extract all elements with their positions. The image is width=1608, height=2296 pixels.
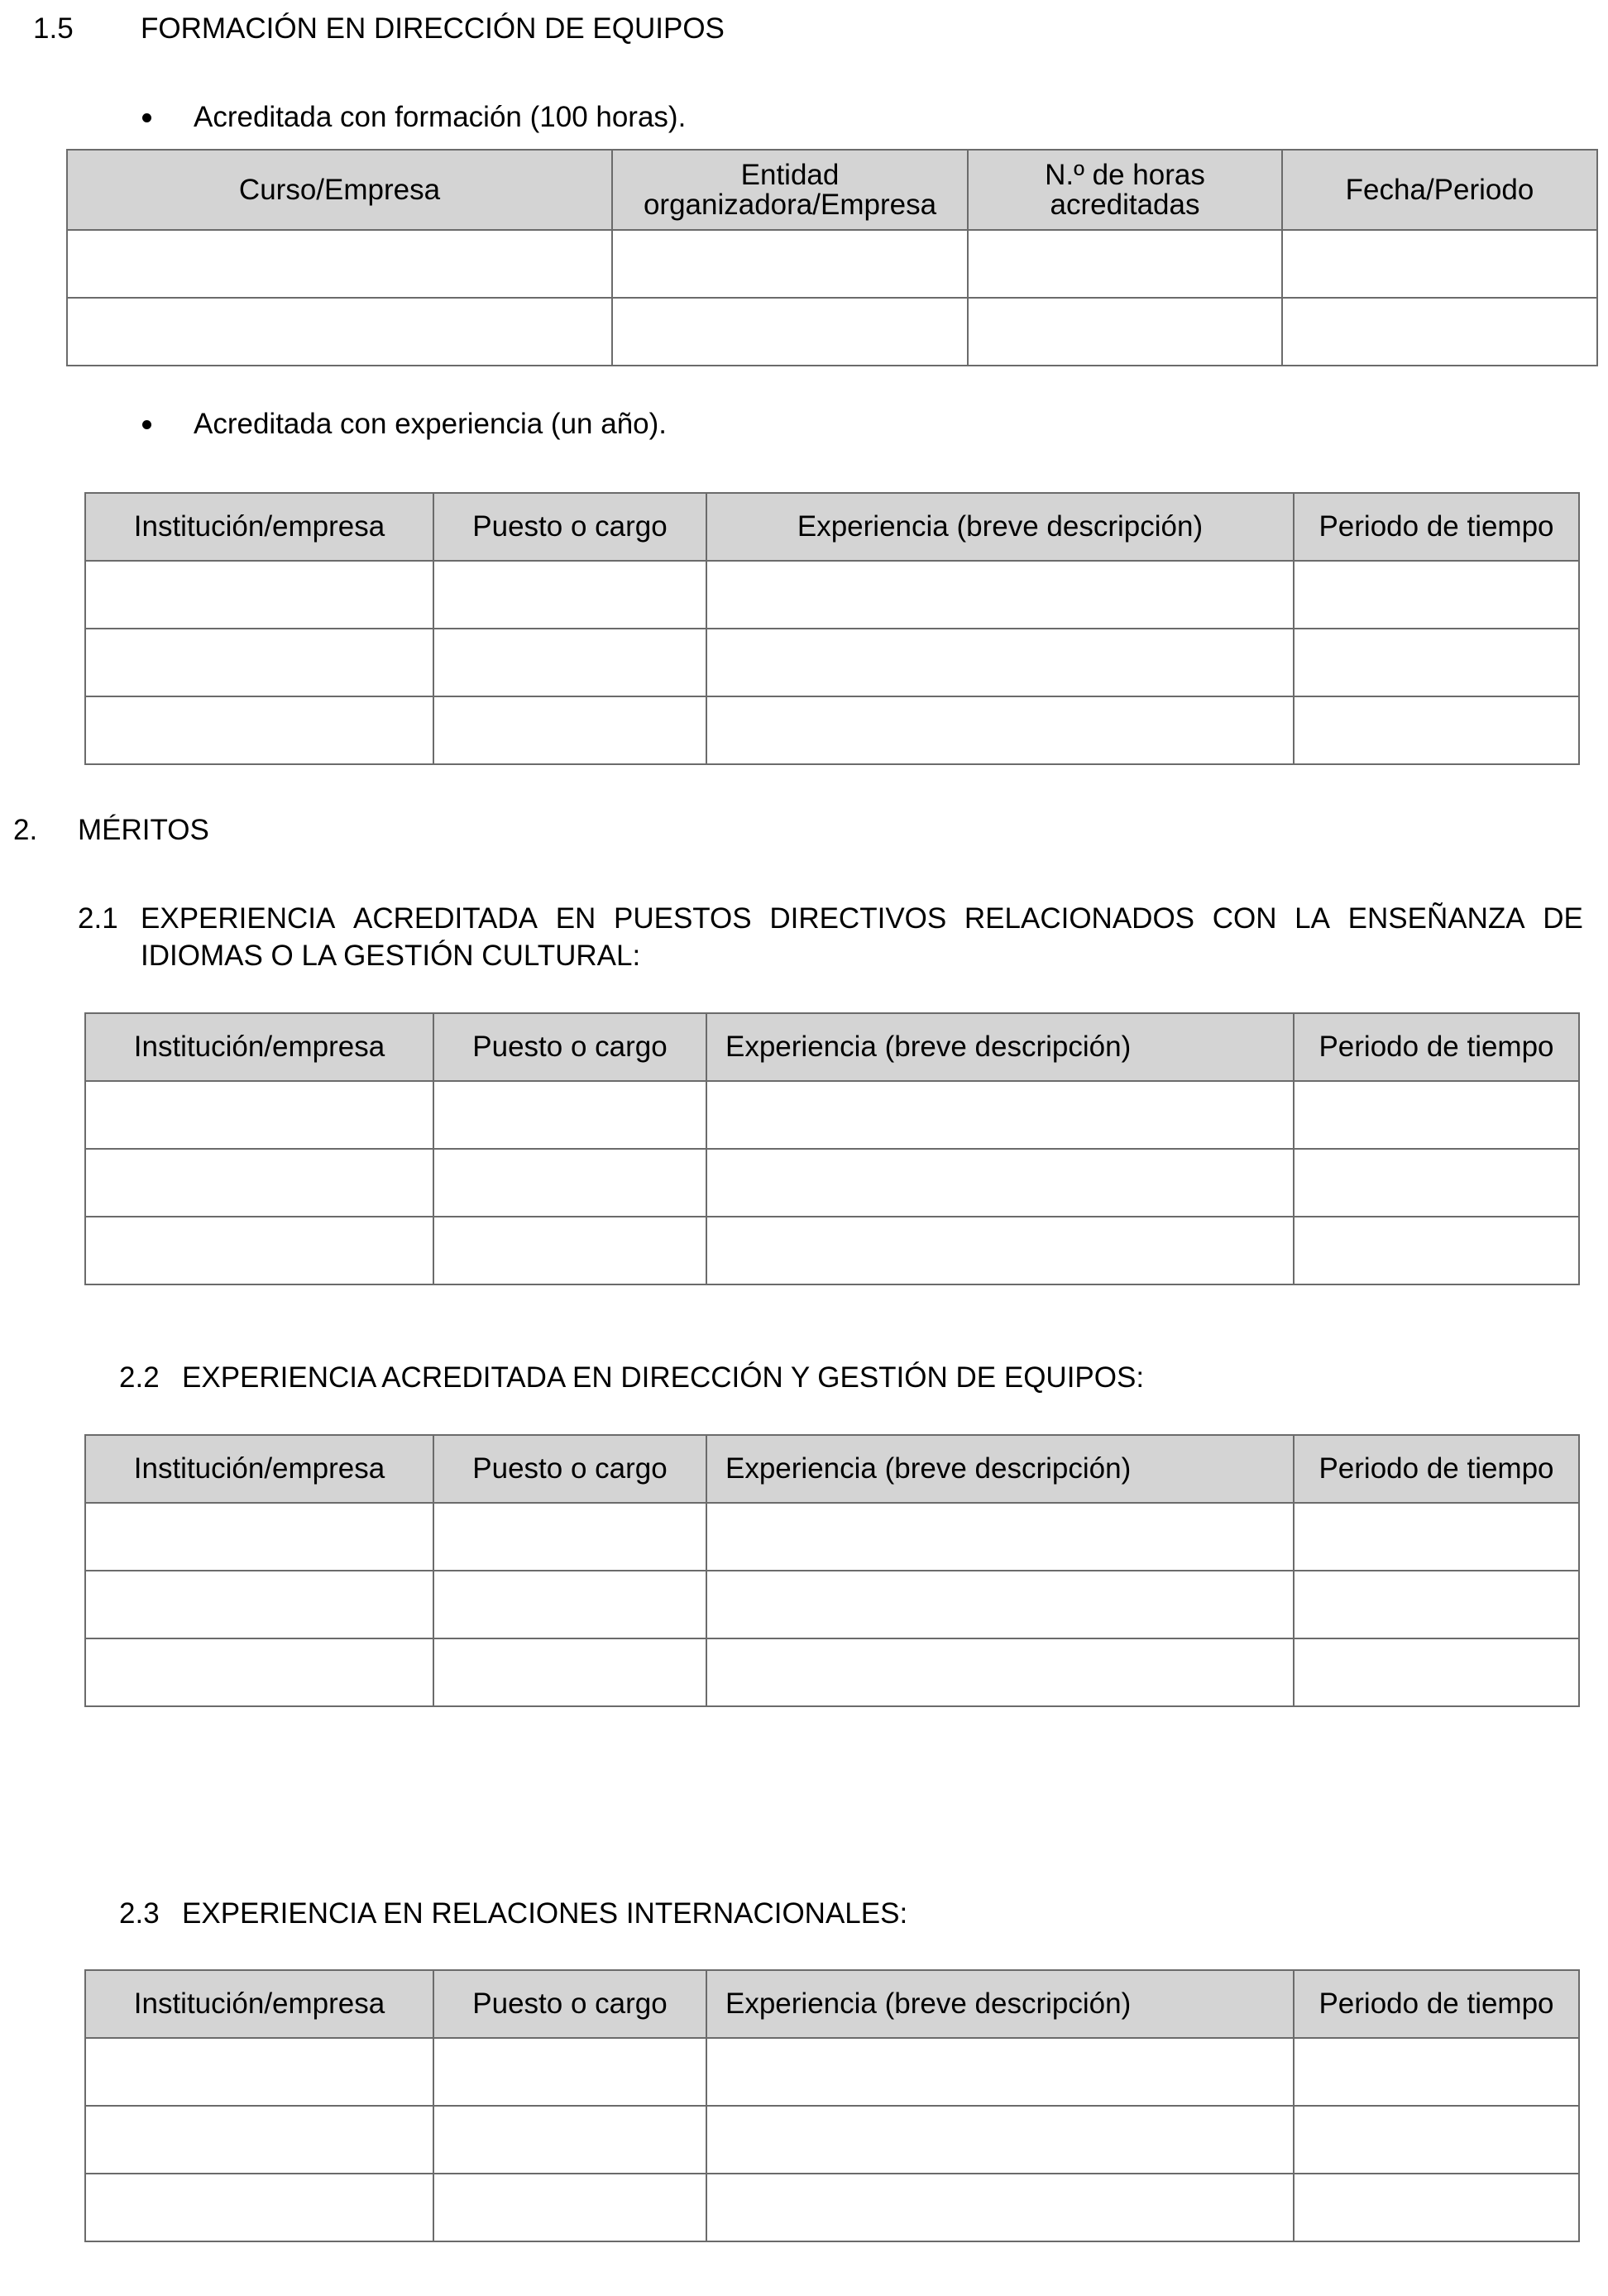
column-header: Periodo de tiempo — [1294, 1970, 1579, 2038]
title-word: ENSEÑANZA — [1347, 902, 1525, 935]
table-cell[interactable] — [1294, 1571, 1579, 1638]
formation-table — [66, 149, 1598, 366]
table-cell[interactable] — [706, 1503, 1294, 1571]
title-word: ACREDITADA — [353, 902, 538, 935]
subsection-2-1-title-line1 — [141, 902, 1583, 935]
table-cell[interactable] — [706, 1638, 1294, 1706]
table-cell[interactable] — [1294, 696, 1579, 764]
table-cell[interactable] — [67, 298, 612, 366]
table-row — [85, 1638, 1579, 1706]
table-row — [67, 230, 1597, 298]
column-header: Periodo de tiempo — [1294, 493, 1579, 561]
table-row — [85, 1149, 1579, 1217]
table-header-row — [85, 1435, 1579, 1503]
column-header: N.º de horas acreditadas — [968, 150, 1282, 230]
table-row — [85, 1571, 1579, 1638]
table-cell[interactable] — [1294, 1638, 1579, 1706]
table-cell[interactable] — [85, 2106, 433, 2174]
column-header: Experiencia (breve descripción) — [706, 493, 1294, 561]
bullet-formation-text: Acreditada con formación (100 horas). — [194, 101, 687, 133]
table-row — [85, 629, 1579, 696]
section-2-number: 2. — [13, 814, 38, 846]
title-word: CON — [1212, 902, 1277, 935]
subsection-2-2-number: 2.2 — [119, 1361, 160, 1394]
table-header-row — [67, 150, 1597, 230]
table-row — [85, 1217, 1579, 1284]
subsection-2-3-title: EXPERIENCIA EN RELACIONES INTERNACIONALES: — [182, 1897, 908, 1930]
table-cell[interactable] — [85, 1217, 433, 1284]
bullet-icon — [142, 420, 151, 429]
table-cell[interactable] — [968, 230, 1282, 298]
table-cell[interactable] — [85, 1081, 433, 1149]
table-cell[interactable] — [433, 696, 706, 764]
table-cell[interactable] — [1282, 230, 1597, 298]
table-cell[interactable] — [85, 629, 433, 696]
table-2-1 — [84, 1012, 1580, 1285]
section-1-5-title: FORMACIÓN EN DIRECCIÓN DE EQUIPOS — [141, 12, 725, 45]
column-header: Fecha/Periodo — [1282, 150, 1597, 230]
table-cell[interactable] — [706, 2106, 1294, 2174]
table-cell[interactable] — [85, 696, 433, 764]
table-row — [85, 2106, 1579, 2174]
column-header: Experiencia (breve descripción) — [706, 1435, 1294, 1503]
table-cell[interactable] — [1294, 561, 1579, 629]
column-header: Institución/empresa — [85, 1013, 433, 1081]
title-word: DIRECTIVOS — [769, 902, 947, 935]
table-row — [85, 696, 1579, 764]
column-header: Experiencia (breve descripción) — [706, 1970, 1294, 2038]
table-cell[interactable] — [433, 1571, 706, 1638]
table-cell[interactable] — [85, 1571, 433, 1638]
column-header: Periodo de tiempo — [1294, 1435, 1579, 1503]
table-cell[interactable] — [1294, 1081, 1579, 1149]
table-row — [67, 298, 1597, 366]
table-cell[interactable] — [1294, 1217, 1579, 1284]
title-word: LA — [1295, 902, 1330, 935]
table-cell[interactable] — [968, 298, 1282, 366]
table-header-row — [85, 1013, 1579, 1081]
section-1-5-number: 1.5 — [33, 12, 74, 45]
title-word: RELACIONADOS — [964, 902, 1195, 935]
table-cell[interactable] — [85, 1149, 433, 1217]
table-cell[interactable] — [85, 1503, 433, 1571]
bullet-icon — [142, 113, 151, 122]
table-cell[interactable] — [706, 696, 1294, 764]
table-2-2 — [84, 1434, 1580, 1707]
table-cell[interactable] — [85, 1638, 433, 1706]
table-header-row — [85, 1970, 1579, 2038]
column-header: Institución/empresa — [85, 493, 433, 561]
column-header: Curso/Empresa — [67, 150, 612, 230]
table-cell[interactable] — [433, 2106, 706, 2174]
table-cell[interactable] — [1294, 1503, 1579, 1571]
column-header: Puesto o cargo — [433, 1435, 706, 1503]
title-word: PUESTOS — [614, 902, 752, 935]
subsection-2-3-number: 2.3 — [119, 1897, 160, 1930]
table-cell[interactable] — [1294, 1149, 1579, 1217]
column-header: Periodo de tiempo — [1294, 1013, 1579, 1081]
table-row — [85, 2038, 1579, 2106]
table-row — [85, 2174, 1579, 2241]
table-cell[interactable] — [85, 2038, 433, 2106]
table-header-row — [85, 493, 1579, 561]
table-cell[interactable] — [612, 298, 968, 366]
table-cell[interactable] — [706, 2174, 1294, 2241]
bullet-experience-text: Acreditada con experiencia (un año). — [194, 408, 668, 440]
table-cell[interactable] — [706, 629, 1294, 696]
table-cell[interactable] — [85, 2174, 433, 2241]
table-row — [85, 561, 1579, 629]
column-header: Puesto o cargo — [433, 1970, 706, 2038]
subsection-2-1-number: 2.1 — [78, 902, 118, 935]
table-cell[interactable] — [706, 2038, 1294, 2106]
column-header: Puesto o cargo — [433, 493, 706, 561]
table-cell[interactable] — [1294, 629, 1579, 696]
table-cell[interactable] — [612, 230, 968, 298]
table-cell[interactable] — [706, 1571, 1294, 1638]
column-header: Institución/empresa — [85, 1435, 433, 1503]
table-cell[interactable] — [433, 561, 706, 629]
table-cell[interactable] — [433, 2038, 706, 2106]
table-cell[interactable] — [1282, 298, 1597, 366]
table-2-3 — [84, 1969, 1580, 2242]
table-cell[interactable] — [706, 1081, 1294, 1149]
subsection-2-2-title: EXPERIENCIA ACREDITADA EN DIRECCIÓN Y GESTIÓN DE EQUIPOS: — [182, 1361, 1145, 1394]
table-cell[interactable] — [1294, 2174, 1579, 2241]
table-cell[interactable] — [433, 2174, 706, 2241]
column-header: Experiencia (breve descripción) — [706, 1013, 1294, 1081]
table-cell[interactable] — [433, 629, 706, 696]
table-cell[interactable] — [706, 1217, 1294, 1284]
table-cell[interactable] — [433, 1149, 706, 1217]
table-cell[interactable] — [706, 561, 1294, 629]
table-cell[interactable] — [85, 561, 433, 629]
table-cell[interactable] — [433, 1638, 706, 1706]
experience-table — [84, 492, 1580, 765]
section-2-title: MÉRITOS — [78, 814, 209, 846]
table-row — [85, 1081, 1579, 1149]
table-row — [85, 1503, 1579, 1571]
title-word: DE — [1543, 902, 1583, 935]
table-cell[interactable] — [433, 1503, 706, 1571]
table-cell[interactable] — [1294, 2106, 1579, 2174]
table-cell[interactable] — [706, 1149, 1294, 1217]
table-cell[interactable] — [1294, 2038, 1579, 2106]
table-cell[interactable] — [433, 1217, 706, 1284]
table-cell[interactable] — [433, 1081, 706, 1149]
subsection-2-1-title-line2: IDIOMAS O LA GESTIÓN CULTURAL: — [141, 940, 641, 972]
column-header: Entidad organizadora/Empresa — [612, 150, 968, 230]
title-word: EXPERIENCIA — [141, 902, 336, 935]
column-header: Institución/empresa — [85, 1970, 433, 2038]
column-header: Puesto o cargo — [433, 1013, 706, 1081]
title-word: EN — [555, 902, 596, 935]
table-cell[interactable] — [67, 230, 612, 298]
